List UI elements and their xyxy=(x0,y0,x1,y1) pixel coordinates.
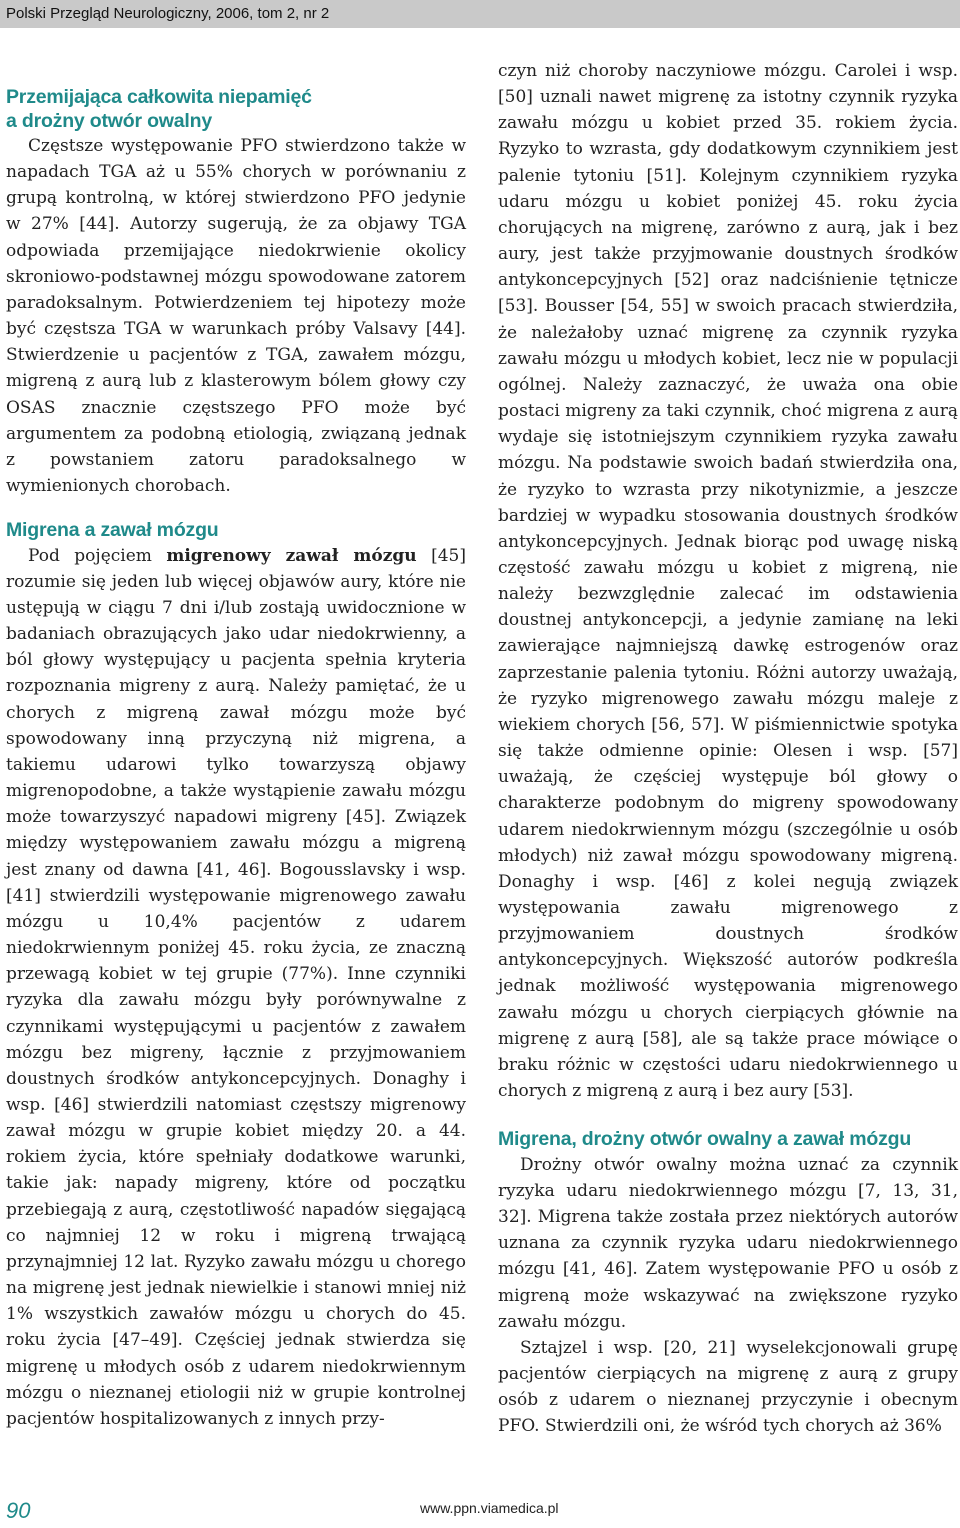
journal-title: Polski Przegląd Neurologiczny, 2006, tom 2, nr 2 xyxy=(6,5,330,22)
paragraph-pfo-risk: Drożny otwór owalny można uznać za czynnik ryzyka udaru niedokrwiennego mózgu [7, 13, 31, 32]. Migrena także została przez niektórych autorów uznana za czynnik ryzyka udaru niedokrwiennego mózgu [41, 46]. Zatem występowanie PFO u osób z migreną może wskazywać na zwiększone ryzyko zawału mózgu. xyxy=(498,1154,958,1332)
page-number: 90 xyxy=(6,1498,31,1523)
paragraph-lead-text: Pod pojęciem xyxy=(28,545,167,566)
left-column xyxy=(6,86,466,1432)
footer-url: www.ppn.viamedica.pl xyxy=(420,1500,559,1516)
paragraph-continued: czyn niż choroby naczyniowe mózgu. Carolei i wsp. [50] uznali nawet migrenę za istotny czynnik ryzyka zawału mózgu u kobiet przed 35. rokiem życia. Ryzyko to wzrasta, gdy dodatkowym czynnikiem jest palenie tytoniu [51]. Kolejnym czynnikiem ryzyka udaru mózgu u kobiet poniżej 45. roku życia chorujących na migrenę, zarówno z aurą, jak i bez aury, jest także przyjmowanie doustnych środków antykoncepcyjnych [52] oraz nadciśnienie tętnicze [53]. Bousser [54, 55] w swoich pracach stwierdziła, że należałoby uznać migrenę za czynnik ryzyka zawału mózgu u młodych kobiet, lecz nie w populacji ogólnej. Należy zaznaczyć, że uważa ona obie postaci migreny za taki czynnik, choć migrena z aurą wydaje się istotniejszym czynnikiem ryzyka zawału mózgu. Na podstawie swoich badań stwierdziła ona, że ryzyko to wzrasta przy nikotynizmie, a jeszcze bardziej w wypadku stosowania doustnych środków antykoncepcyjnych. Jednak biorąc pod uwagę niską częstość zawału mózgu u kobiet z migreną, nie należy bezwzględnie zalecać im odstawienia doustnej antykoncepcji, a jedynie zamianę na leki zawierające najmniejszą dawkę estrogenów oraz zaprzestanie palenia tytoniu. Różni autorzy uważają, że ryzyko migrenowego zawału mózgu maleje z wiekiem chorych [56, 57]. W piśmiennictwie spotyka się także odmienne opinie: Olesen i wsp. [57] uważają, że częściej występuje ból głowy o charakterze podobnym do migreny spowodowany udarem niedokrwiennym mózgu (szczególnie u osób młodych) niż zawał mózgu spowodowany migreną. Donaghy i wsp. [46] z kolei negują związek występowania zawału migrenowego z przyjmowaniem doustnych środków antykoncepcyjnych. Większość autorów podkreśla jednak możliwość występowania migrenowego zawału mózgu u chorych cierpiących głównie na migrenę z aurą [58], ale są także prace mówiące o braku różnic w częstości udaru niedokrwiennego u chorych z migreną z aurą i bez aury [53]. xyxy=(498,61,958,1102)
section-heading-tga-pfo: Przemijająca całkowita niepamięć a drożny otwór owalny xyxy=(6,86,312,132)
paragraph-body-text: [45] rozumie się jeden lub więcej objawów aury, które nie ustępują w ciągu 7 dni i/lub zostają uwidocznione w badaniach obrazujących jako udar niedokrwienny, a ból głowy występujący u pacjenta spełnia kryteria rozpoznania migreny z aurą. Należy pamiętać, że u chorych z migreną zawał mózgu może być spowodowany inną przyczyną niż migrena, a takiemu udarowi tylko towarzyszą objawy migrenopodobne, a także wystąpienie zawału mózgu może towarzyszyć napadowi migreny [45]. Związek między występowaniem zawału mózgu a migreną jest znany od dawna [41, 46]. Bogousslavsky i wsp. [41] stwierdzili występowanie migrenowego zawału mózgu u 10,4% pacjentów z udarem niedokrwiennym poniżej 45. roku życia, ze znaczną przewagą kobiet w tej grupie (77%). Inne czynniki ryzyka dla zawału mózgu były porównywalne z czynnikami występującymi u pacjentów z zawałem mózgu bez migreny, łącznie z przyjmowaniem doustnych środków antykoncepcyjnych. Donaghy i wsp. [46] stwierdzili natomiast częstszy migrenowy zawał mózgu w grupie kobiet między 20. a 44. rokiem życia, które spełniały dodatkowe warunki, takie jak: napady migreny, które od początku przebiegają z aurą, częstotliwość napadów sięgającą co najmniej 12 w roku i migreną trwającą przynajmniej 12 lat. Ryzyko zawału mózgu u chorego na migrenę jest jednak niewielkie i stanowi mniej niż 1% wszystkich zawałów mózgu u chorych do 45. roku życia [47–49]. Częściej jednak stwierdza się migrenę u młodych osób z udarem niedokrwiennym mózgu o nieznanej etiologii niż w grupie kontrolnej pacjentów hospitalizowanych z innych przy- xyxy=(6,545,466,1429)
journal-header-bar xyxy=(0,0,960,28)
paragraph-migraine-stroke xyxy=(6,543,466,1432)
section-heading-migraine-pfo-stroke: Migrena, drożny otwór owalny a zawał mózgu xyxy=(498,1128,912,1151)
section-heading-migraine-stroke: Migrena a zawał mózgu xyxy=(6,519,219,542)
paragraph-tga-pfo: Częstsze występowanie PFO stwierdzono także w napadach TGA aż u 55% chorych w porównaniu z grupą kontrolną, w której stwierdzono PFO jedynie w 27% [44]. Autorzy sugerują, że za objawy TGA odpowiada przemijające niedokrwienie okolicy skroniowo-podstawnej mózgu spowodowane zatorem paradoksalnym. Potwierdzeniem tej hipotezy może być częstsza TGA w warunkach próby Valsavy [44]. Stwierdzenie u pacjentów z TGA, zawałem mózgu, migreną z aurą lub z klasterowym bólem głowy czy OSAS znacznie częstszego PFO może być argumentem za podobną etiologią, związaną jednak z powstaniem zatoru paradoksalnego w wymienionych chorobach. xyxy=(6,136,466,497)
right-column xyxy=(498,58,958,1439)
paragraph-sztajzel: Sztajzel i wsp. [20, 21] wyselekcjonowali grupę pacjentów cierpiących na migrenę z aurą z grupy osób z udarem o nieznanej przyczynie i obecnym PFO. Stwierdzili oni, że wśród tych chorych aż 36% xyxy=(498,1337,958,1437)
bold-term: migrenowy zawał mózgu xyxy=(166,545,417,566)
